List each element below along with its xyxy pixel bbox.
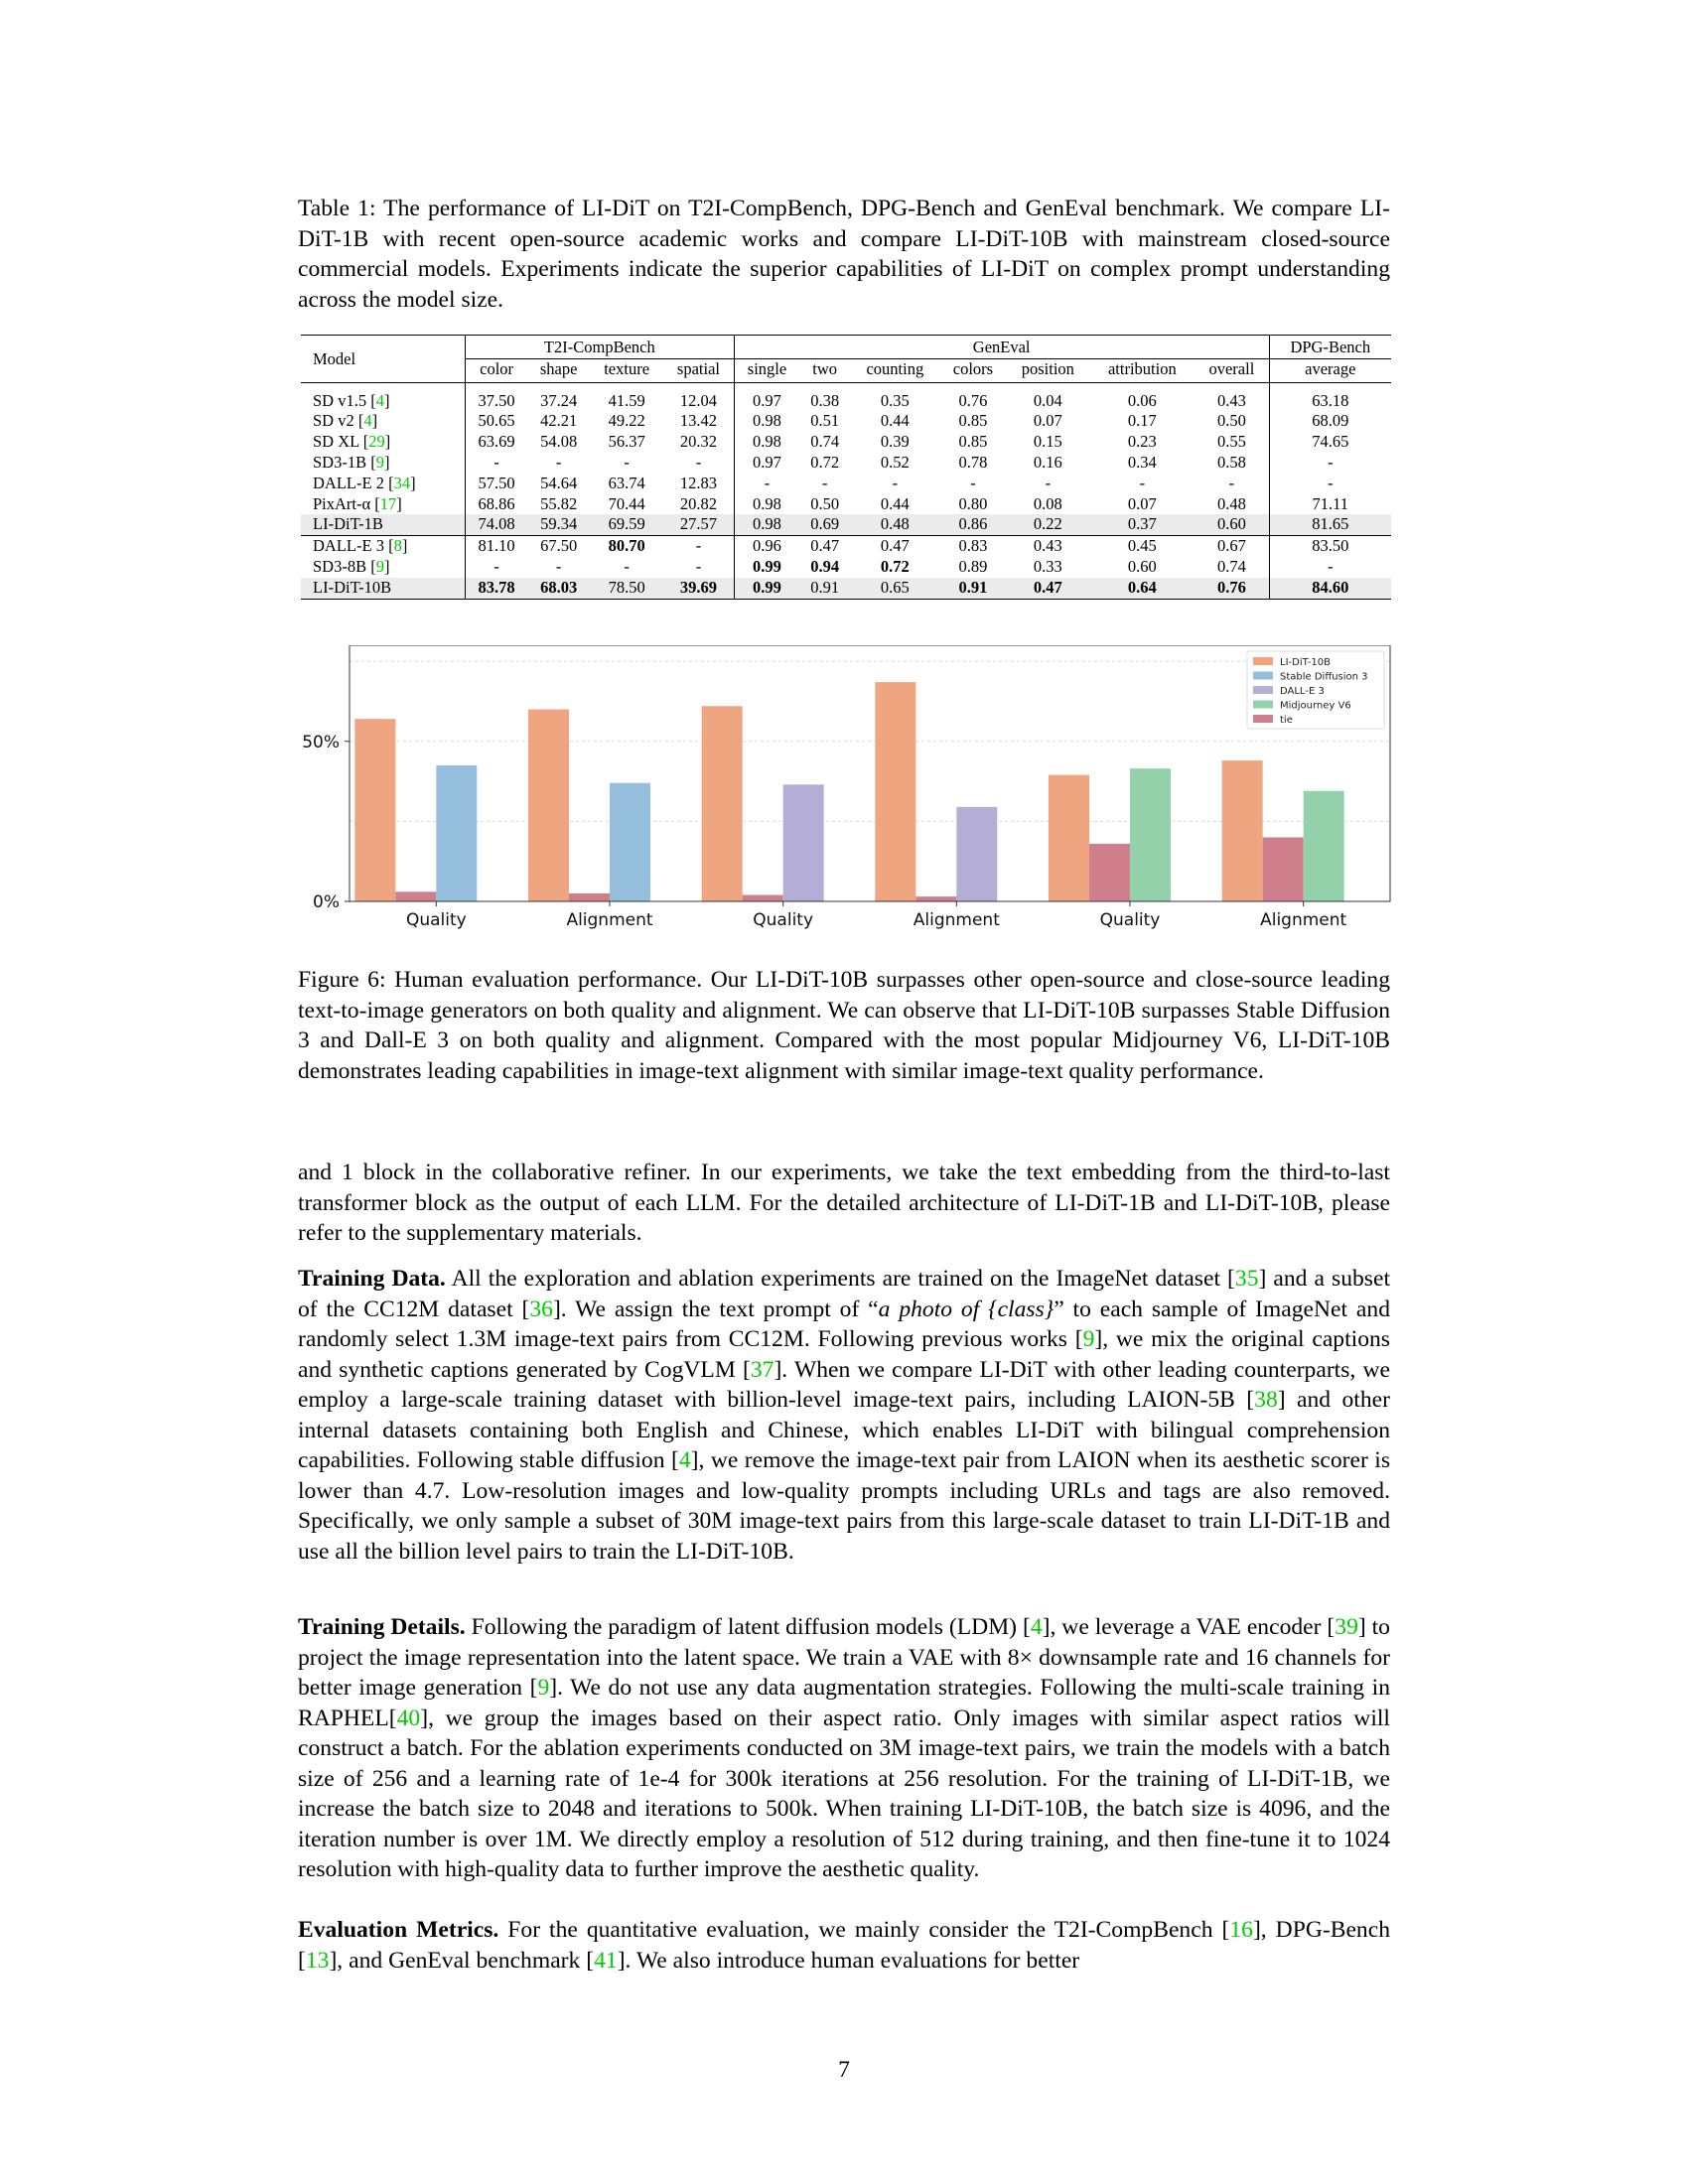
table-cell: 56.37 (608, 432, 645, 452)
page-number: 7 (838, 2057, 850, 2083)
training-details-heading: Training Details. (298, 1614, 466, 1640)
y-tick-label: 0% (313, 892, 340, 912)
column-header: counting (866, 358, 924, 378)
table-cell: 0.98 (734, 432, 799, 453)
table-cell: 0.99 (734, 578, 799, 599)
column-header: colors (952, 358, 994, 378)
citation-link[interactable]: 9 (375, 452, 384, 472)
column-header: shape (539, 358, 578, 378)
table-cell: 81.10 (465, 536, 527, 557)
citation-link[interactable]: 29 (368, 432, 385, 452)
table-cell: 20.82 (679, 493, 718, 513)
table-cell: 63.69 (465, 432, 527, 453)
bar-dall-e-3 (783, 784, 824, 901)
bar-tie (1089, 844, 1130, 901)
column-header: color (465, 358, 527, 382)
table-cell: 0.48 (1216, 493, 1246, 513)
table-cell: 0.72 (880, 556, 910, 576)
citation-link[interactable]: 39 (1335, 1614, 1358, 1640)
table-cell: 0.44 (880, 493, 910, 513)
chart-legend (1247, 651, 1384, 729)
table-cell: 0.96 (734, 536, 799, 557)
table-cell: 0.64 (1090, 578, 1196, 599)
bar-tie (1263, 838, 1304, 902)
figure-caption: Figure 6: Human evaluation performance. Our LI-DiT-10B surpasses other open-source and close-source leading text-to-image generators on both quality and alignment. We can observe that LI-DiT-10B surpasses Stable Diffusion 3 and Dall-E 3 on both quality and alignment. Compared with the most popular Midjourney V6, LI-DiT-10B demonstrates leading capabilities in image-text alignment with similar image-text quality performance. (298, 967, 1390, 1084)
citation-link[interactable]: 4 (1030, 1614, 1043, 1640)
bar-lidit-10b (528, 710, 569, 902)
table-cell: 0.65 (850, 578, 940, 599)
citation-link[interactable]: 34 (393, 473, 411, 492)
model-name-cell: DALL-E 2 [34] (313, 473, 416, 492)
bar-stable-diffusion-3 (436, 765, 477, 901)
table-cell: 0.07 (1033, 411, 1062, 431)
table-cell: 0.15 (1033, 432, 1062, 452)
model-name-cell: PixArt-α [17] (313, 493, 402, 513)
table-cell: 0.91 (799, 578, 850, 599)
column-header: texture (604, 358, 650, 378)
x-tick-label: Quality (1099, 910, 1161, 930)
x-tick-label: Alignment (913, 910, 1000, 930)
table-cell: 0.07 (1127, 493, 1157, 513)
x-axis-ticks (406, 901, 1347, 930)
citation-link[interactable]: 9 (1082, 1326, 1095, 1352)
bar-stable-diffusion-3 (610, 783, 650, 901)
legend-label: LI-DiT-10B (1280, 657, 1331, 668)
column-header: position (1021, 358, 1074, 378)
table-cell: 0.74 (1216, 556, 1246, 576)
bar-lidit-10b (1049, 775, 1089, 901)
table-cell: 50.65 (465, 411, 527, 432)
table-cell: 12.83 (679, 473, 718, 492)
table-cell: 0.89 (958, 556, 988, 576)
column-header: attribution (1107, 358, 1177, 378)
group-t2i-compbench: T2I-CompBench (465, 336, 734, 359)
table-cell: 0.47 (1006, 578, 1089, 599)
table-cell: - (695, 536, 702, 556)
citation-link[interactable]: 9 (537, 1675, 550, 1701)
table-cell: - (892, 473, 899, 492)
results-table (301, 335, 1391, 600)
table-cell: 81.65 (1269, 514, 1391, 535)
table-cell: - (734, 474, 799, 494)
table-cell: 80.70 (608, 536, 645, 556)
table-cell: 49.22 (608, 411, 645, 431)
table-cell: 67.50 (540, 536, 578, 556)
table-cell: 0.58 (1216, 452, 1246, 472)
table-cell: - (1139, 473, 1146, 492)
model-name-cell: SD3-1B [9] (313, 452, 390, 472)
paragraph-evaluation-metrics: Evaluation Metrics. For the quantitative evaluation, we mainly consider the T2I-CompBench [16], DPG-Bench [13], and GenEval benchmark [41]. We also introduce human evaluations for better (298, 1917, 1391, 1974)
citation-link[interactable]: 16 (1229, 1917, 1253, 1943)
bar-tie (915, 896, 956, 901)
model-name-cell: DALL-E 3 [8] (313, 536, 408, 556)
table-row (301, 411, 1391, 432)
table-cell: - (555, 452, 562, 472)
table-cell: 55.82 (540, 493, 578, 513)
table-cell: - (465, 557, 527, 578)
table-cell: 20.32 (679, 432, 718, 452)
table-cell: - (695, 556, 702, 576)
citation-link[interactable]: 37 (750, 1356, 774, 1383)
evaluation-metrics-heading: Evaluation Metrics. (298, 1917, 499, 1943)
table-cell: 0.83 (958, 536, 988, 556)
bar-lidit-10b (702, 706, 743, 901)
x-tick-label: Quality (405, 910, 467, 930)
table-cell: 13.42 (679, 411, 718, 431)
table-cell: 0.94 (810, 556, 840, 576)
y-axis-ticks (302, 733, 350, 912)
table-row (301, 432, 1391, 453)
column-header: spatial (676, 358, 720, 378)
table-cell: - (1045, 473, 1052, 492)
citation-link[interactable]: 4 (363, 411, 372, 431)
table-cell: 0.60 (1127, 556, 1157, 576)
table-body (301, 382, 1391, 599)
legend-label: DALL-E 3 (1280, 686, 1325, 697)
table-cell: - (821, 473, 828, 492)
table-cell: 0.39 (880, 432, 910, 452)
table-cell: 0.76 (1195, 578, 1269, 599)
citation-link[interactable]: 35 (1234, 1266, 1259, 1292)
table-cell: 84.60 (1269, 578, 1391, 599)
table-cell: 0.38 (810, 390, 840, 410)
table-cell: 0.50 (810, 493, 840, 513)
table-cell: 0.43 (1216, 390, 1246, 410)
table-cell: 0.85 (958, 432, 988, 452)
table-cell: 27.57 (663, 514, 734, 535)
table-cell: - (465, 453, 527, 474)
table-cell: 0.98 (734, 514, 799, 535)
table-cell: 57.50 (465, 474, 527, 494)
table-cell: 70.44 (608, 493, 645, 513)
table-cell: 63.18 (1269, 382, 1391, 411)
citation-link[interactable]: 4 (375, 390, 384, 410)
paragraph-training-details: Training Details. Following the paradigm of latent diffusion models (LDM) [4], we leverage a VAE encoder [39] to project the image representation into the latent space. We train a VAE with 8× downsample rate and 16 channels for better image generation [9]. We do not use any data augmentation strategies. Following the multi-scale training in RAPHEL[40], we group the images based on their aspect ratio. Only images with similar aspect ratios will construct a batch. For the ablation experiments conducted on 3M image-text pairs, we train the models with a batch size of 256 and a learning rate of 1e-4 for 300k iterations at 256 resolution. For the training of LI-DiT-1B, we increase the batch size to 2048 and iterations to 500k. When training LI-DiT-10B, the batch size is 4096, and the iteration number is over 1M. We directly employ a resolution of 512 during training, and then fine-tune it to 1024 resolution with high-quality data to further improve the aesthetic quality. (298, 1614, 1390, 1882)
table-cell: 0.33 (1033, 556, 1062, 576)
legend-swatch (1253, 715, 1273, 723)
table-cell: - (1269, 474, 1391, 494)
model-name-cell: SD v1.5 [4] (313, 390, 390, 410)
bar-lidit-10b (354, 719, 395, 901)
table-cell: 0.23 (1127, 432, 1157, 452)
table-cell: 0.22 (1006, 514, 1089, 535)
table-cell: 0.55 (1216, 432, 1246, 452)
table-cell: 0.43 (1033, 536, 1062, 556)
table-cell: 0.99 (734, 557, 799, 578)
table-cell: 54.64 (540, 473, 578, 492)
training-data-heading: Training Data. (298, 1266, 446, 1292)
citation-link[interactable]: 36 (529, 1296, 553, 1322)
group-geneval: GenEval (734, 336, 1269, 359)
table-row (301, 514, 1391, 535)
column-header: two (812, 358, 838, 378)
chart-bars (354, 682, 1343, 901)
table-cell: 37.50 (465, 382, 527, 411)
table-row (301, 453, 1391, 474)
legend-swatch (1253, 686, 1273, 694)
legend-label: tie (1280, 715, 1293, 726)
table-cell: 37.24 (540, 390, 578, 410)
paragraph-intro: and 1 block in the collaborative refiner. In our experiments, we take the text embedding from the third-to-last transformer block as the output of each LLM. For the detailed architecture of LI-DiT-1B and LI-DiT-10B, please refer to the supplementary materials. (298, 1160, 1390, 1246)
table-row (301, 494, 1391, 515)
table-cell: 0.44 (880, 411, 910, 431)
table-cell: 0.86 (940, 514, 1007, 535)
table-cell: 0.76 (958, 390, 988, 410)
table-cell: 69.59 (590, 514, 663, 535)
citation-link[interactable]: 4 (678, 1447, 691, 1473)
table-row (301, 382, 1391, 411)
table-cell: 0.06 (1127, 390, 1157, 410)
table-cell: 0.80 (958, 493, 988, 513)
citation-link[interactable]: 40 (396, 1705, 421, 1731)
table-cell: 0.51 (810, 411, 840, 431)
citation-link[interactable]: 13 (305, 1947, 330, 1974)
citation-link[interactable]: 38 (1254, 1387, 1278, 1413)
bar-tie (395, 891, 436, 901)
bar-midjourney-v6 (1130, 768, 1171, 901)
table-cell: 0.72 (810, 452, 840, 472)
table-cell: 0.35 (880, 390, 910, 410)
citation-link[interactable]: 9 (375, 556, 384, 576)
table-cell: 71.11 (1269, 494, 1391, 515)
table-cell: 63.74 (608, 473, 645, 492)
citation-link[interactable]: 41 (594, 1947, 618, 1974)
model-name-cell: SD XL [29] (313, 432, 391, 452)
bar-midjourney-v6 (1304, 791, 1344, 901)
legend-label: Stable Diffusion 3 (1280, 671, 1368, 683)
table-row (301, 474, 1391, 494)
table-cell: 83.78 (465, 578, 527, 599)
table-cell: 0.85 (958, 411, 988, 431)
table-cell: 39.69 (663, 578, 734, 599)
table-cell: 0.69 (799, 514, 850, 535)
table-cell: 0.52 (880, 452, 910, 472)
table-cell: 0.78 (958, 452, 988, 472)
table-cell: 54.08 (540, 432, 578, 452)
table-cell: 42.21 (540, 411, 578, 431)
table-cell: 0.97 (734, 453, 799, 474)
table-cell: 0.47 (880, 536, 910, 556)
table-cell: 0.91 (940, 578, 1007, 599)
bar-tie (743, 895, 783, 901)
table-cell: 0.97 (734, 382, 799, 411)
table-row (301, 578, 1391, 599)
table-cell: 0.74 (810, 432, 840, 452)
human-evaluation-chart (294, 645, 1398, 943)
table-cell: 12.04 (679, 390, 718, 410)
table-cell: - (970, 473, 976, 492)
bar-tie (569, 893, 610, 901)
table-caption: Table 1: The performance of LI-DiT on T2I-CompBench, DPG-Bench and GenEval benchmark. We compare LI-DiT-1B with recent open-source academic works and compare LI-DiT-10B with mainstream closed-source commercial models. Experiments indicate the superior capabilities of LI-DiT on complex prompt understanding across the model size. (298, 196, 1390, 313)
model-name-cell: SD v2 [4] (313, 411, 378, 431)
table-cell: 68.86 (465, 494, 527, 515)
bar-lidit-10b (1222, 760, 1263, 901)
table-cell: 0.17 (1127, 411, 1157, 431)
table-cell: 68.03 (527, 578, 590, 599)
table-cell: 74.65 (1269, 432, 1391, 453)
table-cell: 41.59 (608, 390, 645, 410)
table-cell: 0.48 (850, 514, 940, 535)
table-cell: - (555, 556, 562, 576)
table-cell: 0.08 (1033, 493, 1062, 513)
column-header: overall (1208, 358, 1255, 378)
bar-dall-e-3 (956, 807, 997, 901)
table-cell: 0.60 (1195, 514, 1269, 535)
legend-label: Midjourney V6 (1280, 700, 1351, 712)
legend-swatch (1253, 672, 1273, 680)
y-tick-label: 50% (302, 732, 340, 752)
model-name-cell: LI-DiT-1B (301, 514, 465, 535)
table-cell: 0.04 (1033, 390, 1062, 410)
column-header: average (1269, 358, 1391, 382)
table-row (301, 557, 1391, 578)
bar-lidit-10b (875, 682, 915, 901)
table-cell: 0.98 (734, 494, 799, 515)
table-cell: - (1269, 557, 1391, 578)
table-cell: 68.09 (1269, 411, 1391, 432)
table-cell: 0.98 (734, 411, 799, 432)
table-cell: - (624, 556, 630, 576)
table-cell: 0.16 (1033, 452, 1062, 472)
legend-swatch (1253, 657, 1273, 665)
table-cell: 74.08 (465, 514, 527, 535)
table-row (301, 536, 1391, 557)
table-cell: - (1269, 453, 1391, 474)
table-cell: 83.50 (1269, 536, 1391, 557)
citation-link[interactable]: 8 (393, 536, 402, 556)
x-tick-label: Quality (753, 910, 814, 930)
model-name-cell: SD3-8B [9] (313, 556, 390, 576)
column-header: single (734, 358, 799, 382)
legend-swatch (1253, 701, 1273, 709)
table-cell: 0.47 (810, 536, 840, 556)
table-cell: 0.37 (1090, 514, 1196, 535)
paragraph-training-data: Training Data. All the exploration and ablation experiments are trained on the ImageNet dataset [35] and a subset of the CC12M dataset [36]. We assign the text prompt of “a photo of {class}” to each sample of ImageNet and randomly select 1.3M image-text pairs from CC12M. Following previous works [9], we mix the original captions and synthetic captions generated by CogVLM [37]. When we compare LI-DiT with other leading counterparts, we employ a large-scale training dataset with billion-level image-text pairs, including LAION-5B [38] and other internal datasets containing both English and Chinese, which enables LI-DiT with bilingual comprehension capabilities. Following stable diffusion [4], we remove the image-text pair from LAION when its aesthetic scorer is lower than 4.7. Low-resolution images and low-quality prompts including URLs and tags are also removed. Specifically, we only sample a subset of 30M image-text pairs from this large-scale dataset to train LI-DiT-1B and use all the billion level pairs to train the LI-DiT-10B. (298, 1266, 1391, 1565)
x-tick-label: Alignment (1260, 910, 1347, 930)
table-cell: 59.34 (527, 514, 590, 535)
model-name-cell: LI-DiT-10B (301, 578, 465, 599)
table-cell: 0.67 (1216, 536, 1246, 556)
model-header: Model (313, 348, 356, 368)
table-cell: 0.45 (1127, 536, 1157, 556)
x-tick-label: Alignment (566, 910, 653, 930)
table-cell: 0.34 (1127, 452, 1157, 472)
table-cell: - (624, 452, 630, 472)
table-cell: - (1228, 473, 1235, 492)
table-cell: 78.50 (590, 578, 663, 599)
citation-link[interactable]: 17 (379, 493, 397, 513)
table-cell: - (695, 452, 702, 472)
table-cell: 0.50 (1216, 411, 1246, 431)
group-dpg-bench: DPG-Bench (1269, 336, 1391, 359)
